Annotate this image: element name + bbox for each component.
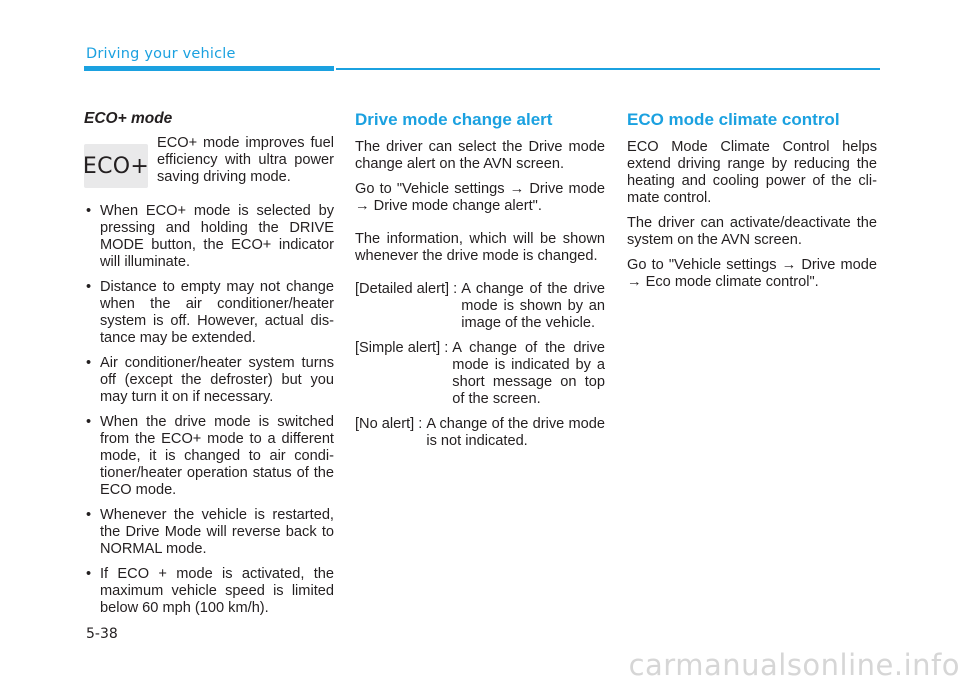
column-eco-plus-mode [84,108,334,625]
column-drive-mode-change-alert [355,108,605,458]
list-item [84,279,334,347]
list-item [84,507,334,558]
drive-mode-alert-path: Go to "Vehicle settings → Drive mode → Drive mode change alert". [355,181,605,214]
header-rule-thick [84,66,334,71]
list-item [84,566,334,617]
alert-option-label: [No alert] : [355,416,423,432]
eco-plus-intro-text: ECO+ mode improves fuel efficiency with ultra power saving driving mode. [157,135,334,185]
eco-climate-path: Go to "Vehicle settings → Drive mode → Eco mode climate control". [627,257,877,290]
alert-option-simple [355,340,605,408]
alert-option-detailed [355,281,605,332]
alert-option-none [355,416,605,450]
bullet-icon: • [86,566,92,582]
header-rule-thin [336,68,880,70]
alert-option-description: A change of the drive mode is not indicated. [426,416,605,449]
bullet-icon: • [86,414,92,430]
list-item-text: When ECO+ mode is selected by pressing and holding the DRIVE MODE button, the ECO+ indicator will illuminate. [100,203,334,270]
list-item [84,355,334,406]
eco-climate-activation-text: The driver can activate/deactivate the system on the AVN screen. [627,215,877,248]
alert-option-description: A change of the drive mode is indicated by a short message on top of the screen. [452,340,605,407]
list-item-text: Air conditioner/heater system turns off (except the defroster) but you may turn it on if necessary. [100,355,334,405]
alert-option-label: [Simple alert] : [355,340,449,356]
bullet-icon: • [86,355,92,371]
section-header-title: Driving your vehicle [86,46,236,62]
list-item-text: If ECO + mode is activated, the maximum vehicle speed is limited below 60 mph (100 km/h). [100,566,334,616]
list-item-text: Whenever the vehicle is restarted, the Drive Mode will reverse back to NORMAL mode. [100,507,334,557]
eco-climate-paragraph: ECO Mode Climate Control helps extend driving range by reducing the heating and cooling power of the cli-mate control. [627,139,877,206]
list-item [84,414,334,499]
page-number: 5-38 [86,626,118,642]
eco-plus-indicator-icon: ECO+ [84,144,148,188]
drive-mode-alert-info: The information, which will be shown whenever the drive mode is changed. [355,231,605,264]
watermark-text: carmanualsonline.info [628,648,960,682]
bullet-icon: • [86,507,92,523]
eco-plus-subtitle: ECO+ mode [84,110,173,127]
list-item-text: When the drive mode is switched from the ECO+ mode to a different mode, it is changed to air condi-tioner/heater operation status of the ECO mode. [100,414,334,498]
alert-option-label: [Detailed alert] : [355,281,458,297]
eco-climate-title: ECO mode climate control [627,110,840,129]
bullet-icon: • [86,279,92,295]
list-item [84,203,334,271]
eco-plus-bullet-list [84,203,334,617]
alert-option-description: A change of the drive mode is shown by an image of the vehicle. [461,281,605,331]
column-eco-climate-control [627,108,877,299]
list-item-text: Distance to empty may not change when the air conditioner/heater system is off. However, actual dis-tance may be extended. [100,279,334,346]
bullet-icon: • [86,203,92,219]
eco-plus-intro-row [84,135,334,195]
drive-mode-alert-paragraph: The driver can select the Drive mode change alert on the AVN screen. [355,139,605,172]
drive-mode-alert-title: Drive mode change alert [355,110,553,129]
